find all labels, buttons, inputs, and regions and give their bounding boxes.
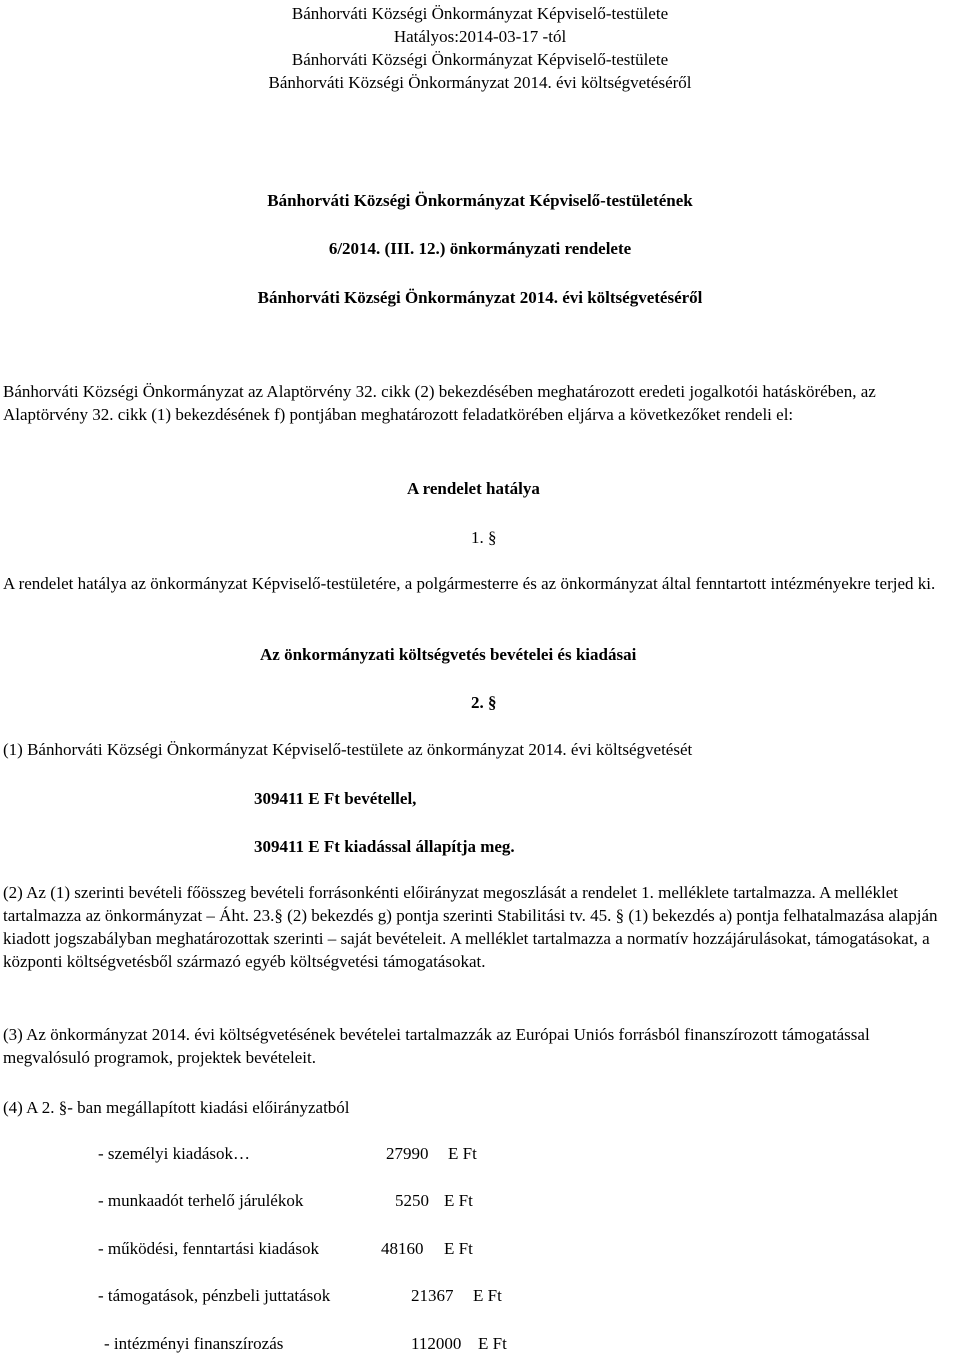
preamble: Bánhorváti Községi Önkormányzat az Alaptörvény 32. cikk (2) bekezdésében meghatározott eredeti jogalkotói hatáskörében, az Alaptörvény 32. cikk (1) bekezdésének f) pontjában meghatározott feladatkörében eljárva a következőket rendeli el:: [3, 382, 876, 424]
section1-number: [471, 526, 497, 549]
section2-p2: [3, 881, 953, 973]
title-line-2: 6/2014. (III. 12.) önkormányzati rendelete: [328, 239, 632, 258]
section2-p1: (1) Bánhorváti Községi Önkormányzat Képviselő-testülete az önkormányzat 2014. évi költségvetését: [3, 740, 693, 759]
header-line-4: Bánhorváti Községi Önkormányzat 2014. évi költségvetéséről: [268, 73, 692, 92]
expense-total: 309411 E Ft kiadással állapítja meg.: [254, 837, 515, 856]
header-line-3: Bánhorváti Községi Önkormányzat Képviselő-testülete: [291, 50, 669, 69]
section1-number-text: 1.: [471, 528, 484, 547]
section2-p3: (3) Az önkormányzat 2014. évi költségvetésének bevételei tartalmazzák az Európai Uniós forrásból finanszírozott támogatással megvalósuló programok, projektek bevételeit.: [3, 1025, 870, 1067]
section-symbol: §: [488, 528, 497, 547]
section-symbol: §: [274, 906, 283, 925]
expense-label: - támogatások, pénzbeli juttatások: [98, 1286, 331, 1305]
expense-amount: 48160: [381, 1239, 424, 1258]
expense-label: - intézményi finanszírozás: [104, 1334, 284, 1353]
section2-p4-part-a: (4) A 2.: [3, 1098, 59, 1117]
section2-p2-part-b: (2) bekezdés g) pontja szerinti Stabilitási tv. 45.: [282, 906, 616, 925]
section2-p2-part-c: (1) bekezdés a) pontja felhatalmazása alapján kiadott jogszabályban meghatározottak szerinti – saját bevételeit. A melléklet tartalmazza a normatív hozzájárulásokat, támogatásokat, a központi költségvetésből származó egyéb költségvetési támogatásokat.: [3, 906, 938, 971]
expense-unit: E Ft: [444, 1191, 473, 1210]
header-line-1: Bánhorváti Községi Önkormányzat Képviselő-testülete: [291, 4, 669, 23]
section-symbol: §: [58, 1098, 68, 1117]
expense-amount: 112000: [411, 1334, 462, 1353]
expense-label: - működési, fenntartási kiadások: [98, 1239, 319, 1258]
section1-heading: A rendelet hatálya: [407, 479, 540, 498]
expense-unit: E Ft: [473, 1286, 502, 1305]
section2-p4: [3, 1096, 350, 1119]
section2-p2-part-a: (2) Az (1) szerinti bevételi főösszeg bevételi forrásonkénti előirányzat megoszlását a rendelet 1. melléklete tartalmazza. A melléklet tartalmazza az önkormányzat – Áht. 23.: [3, 883, 898, 925]
expense-amount: 27990: [386, 1144, 429, 1163]
section2-p4-part-b: - ban megállapított kiadási előirányzatból: [67, 1098, 350, 1117]
section2-number: [471, 691, 497, 714]
section1-text: A rendelet hatálya az önkormányzat Képviselő-testületére, a polgármesterre és az önkormányzat által fenntartott intézményekre terjed ki.: [3, 574, 936, 593]
section-symbol: §: [615, 906, 625, 925]
expense-unit: E Ft: [448, 1144, 477, 1163]
title-line-3: Bánhorváti Községi Önkormányzat 2014. évi költségvetéséről: [257, 288, 703, 307]
title-line-1: Bánhorváti Községi Önkormányzat Képviselő-testületének: [267, 191, 693, 210]
section-symbol: §: [488, 693, 497, 712]
revenue-total: 309411 E Ft bevétellel,: [254, 789, 417, 808]
expense-label: - munkaadót terhelő járulékok: [98, 1191, 304, 1210]
section2-number-text: 2.: [471, 693, 484, 712]
expense-label: - személyi kiadások…: [98, 1144, 251, 1163]
section2-heading: Az önkormányzati költségvetés bevételei és kiadásai: [260, 645, 637, 664]
expense-amount: 5250: [395, 1191, 429, 1210]
expense-unit: E Ft: [478, 1334, 507, 1353]
expense-amount: 21367: [411, 1286, 454, 1305]
header-line-2: Hatályos:2014-03-17 -tól: [393, 27, 567, 46]
expense-unit: E Ft: [444, 1239, 473, 1258]
